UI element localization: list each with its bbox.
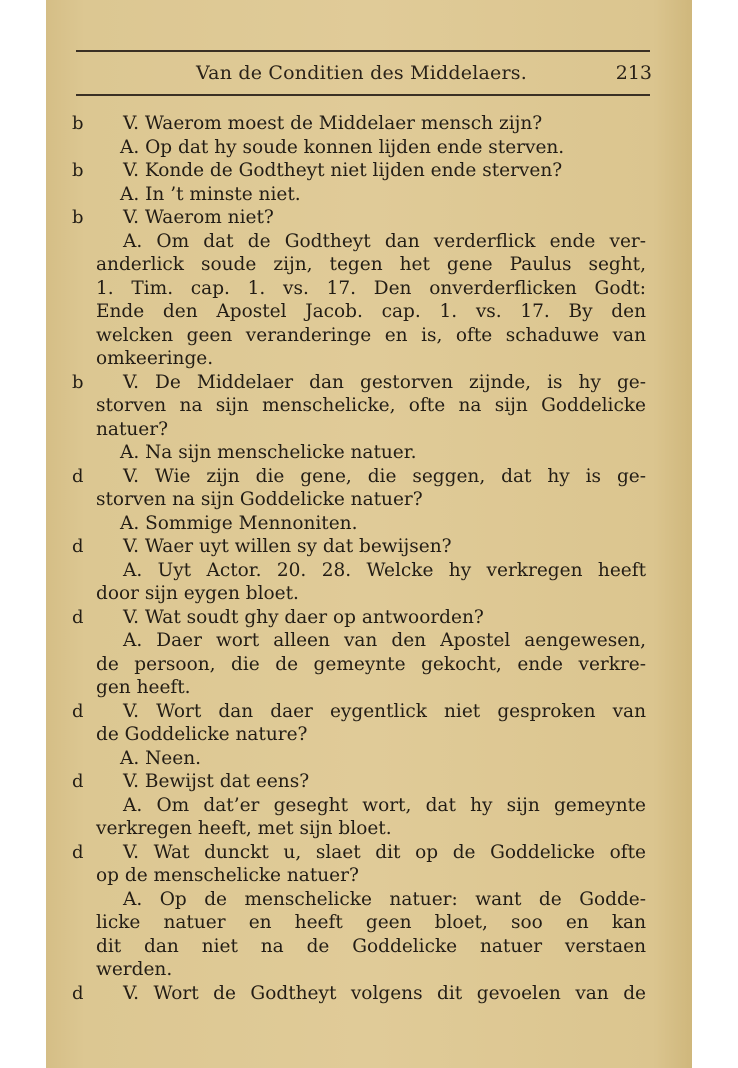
qa-entry (46, 982, 692, 1006)
answer-continuation-line: dit dan niet na de Goddelicke natuer verstaen (96, 935, 646, 957)
header-bottom-rule (76, 94, 650, 96)
answer-line: A. Na sijn menschelicke natuer. (120, 442, 417, 463)
question-line: V. Konde de Godtheyt niet lijden ende sterven? (123, 160, 563, 181)
question-line: V. Bewijst dat eens? (123, 771, 310, 792)
margin-mark: d (72, 841, 84, 863)
margin-mark: b (72, 160, 84, 181)
answer-continuation-line: verkregen heeft, met sijn bloet. (96, 818, 392, 839)
answer-line: A. Om dat de Godtheyt dan verderflick ende ver- (123, 230, 646, 252)
question-line: V. Wat dunckt u, slaet dit op de Goddelicke ofte (123, 841, 646, 863)
question-continuation-line: storven na sijn menschelicke, ofte na sijn Goddelicke (96, 395, 646, 416)
question-line: V. Waerom moest de Middelaer mensch zijn? (123, 113, 543, 134)
qa-entry (46, 535, 692, 606)
qa-entry (46, 606, 692, 700)
qa-entry (46, 841, 692, 982)
answer-continuation-line: anderlick soude zijn, tegen het gene Paulus seght, (96, 254, 646, 275)
body-text (46, 112, 692, 1005)
margin-mark: b (72, 371, 84, 393)
question-line: V. Waer uyt willen sy dat bewijsen? (123, 536, 452, 557)
margin-mark: d (72, 771, 84, 792)
answer-continuation-line: werden. (96, 959, 173, 980)
question-line: V. Wat soudt ghy daer op antwoorden? (123, 606, 484, 628)
margin-mark: b (72, 207, 84, 228)
margin-mark: d (72, 536, 84, 557)
question-continuation-line (46, 418, 692, 442)
answer-line: A. Daer wort alleen van den Apostel aengewesen, (123, 630, 646, 651)
page-number: 213 (615, 62, 652, 84)
answer-continuation-line: Ende den Apostel Jacob. cap. 1. vs. 17. By den (96, 301, 646, 322)
answer-line: A. Op de menschelicke natuer: want de Godde- (123, 888, 646, 910)
question-continuation-line: op de menschelicke natuer? (96, 865, 359, 886)
qa-entry (46, 371, 692, 465)
answer-line: A. Om dat’er geseght wort, dat hy sijn gemeynte (123, 794, 646, 816)
running-title: Van de Conditien des Middelaers. (196, 62, 527, 84)
margin-mark: b (72, 113, 84, 134)
answer-continuation-line: licke natuer en heeft geen bloet, soo en kan (96, 912, 646, 933)
question-line: V. Wort dan daer eygentlick niet gesproken van (123, 700, 646, 722)
book-page (46, 0, 692, 1068)
question-line: V. Wort de Godtheyt volgens dit gevoelen van de (123, 982, 646, 1004)
header-top-rule (76, 50, 650, 52)
answer-continuation-line: 1. Tim. cap. 1. vs. 17. Den onverderflicken Godt: (96, 277, 646, 299)
question-line: V. Wie zijn die gene, die seggen, dat hy is ge- (123, 465, 646, 487)
margin-mark: d (72, 982, 84, 1004)
answer-line: A. Sommige Mennoniten. (120, 512, 358, 534)
qa-entry (46, 465, 692, 536)
answer-line: A. Op dat hy soude konnen lijden ende sterven. (120, 136, 565, 158)
qa-entry (46, 206, 692, 371)
qa-entry (46, 159, 692, 206)
qa-entry (46, 700, 692, 771)
question-continuation-text: natuer? (96, 418, 169, 440)
question-continuation-line: storven na sijn Goddelicke natuer? (96, 489, 423, 510)
question-line: V. De Middelaer dan gestorven zijnde, is hy ge- (123, 371, 646, 393)
answer-continuation-line: de persoon, die de gemeynte gekocht, ende verkre- (96, 653, 646, 675)
question-continuation-line: de Goddelicke nature? (96, 724, 308, 745)
qa-entry (46, 112, 692, 159)
answer-continuation-line: gen heeft. (96, 677, 191, 698)
answer-line: A. Neen. (120, 747, 202, 769)
answer-line: A. In ’t minste niet. (120, 183, 301, 205)
answer-continuation-line: welcken geen veranderinge en is, ofte schaduwe van (96, 324, 646, 346)
answer-continuation-line: omkeeringe. (96, 348, 214, 369)
qa-entry (46, 770, 692, 841)
answer-line: A. Uyt Actor. 20. 28. Welcke hy verkregen heeft (123, 559, 646, 581)
margin-mark: d (72, 606, 84, 628)
margin-mark: d (72, 465, 84, 487)
question-line: V. Waerom niet? (123, 207, 274, 228)
margin-mark: d (72, 700, 84, 722)
answer-continuation-line: door sijn eygen bloet. (96, 583, 299, 604)
